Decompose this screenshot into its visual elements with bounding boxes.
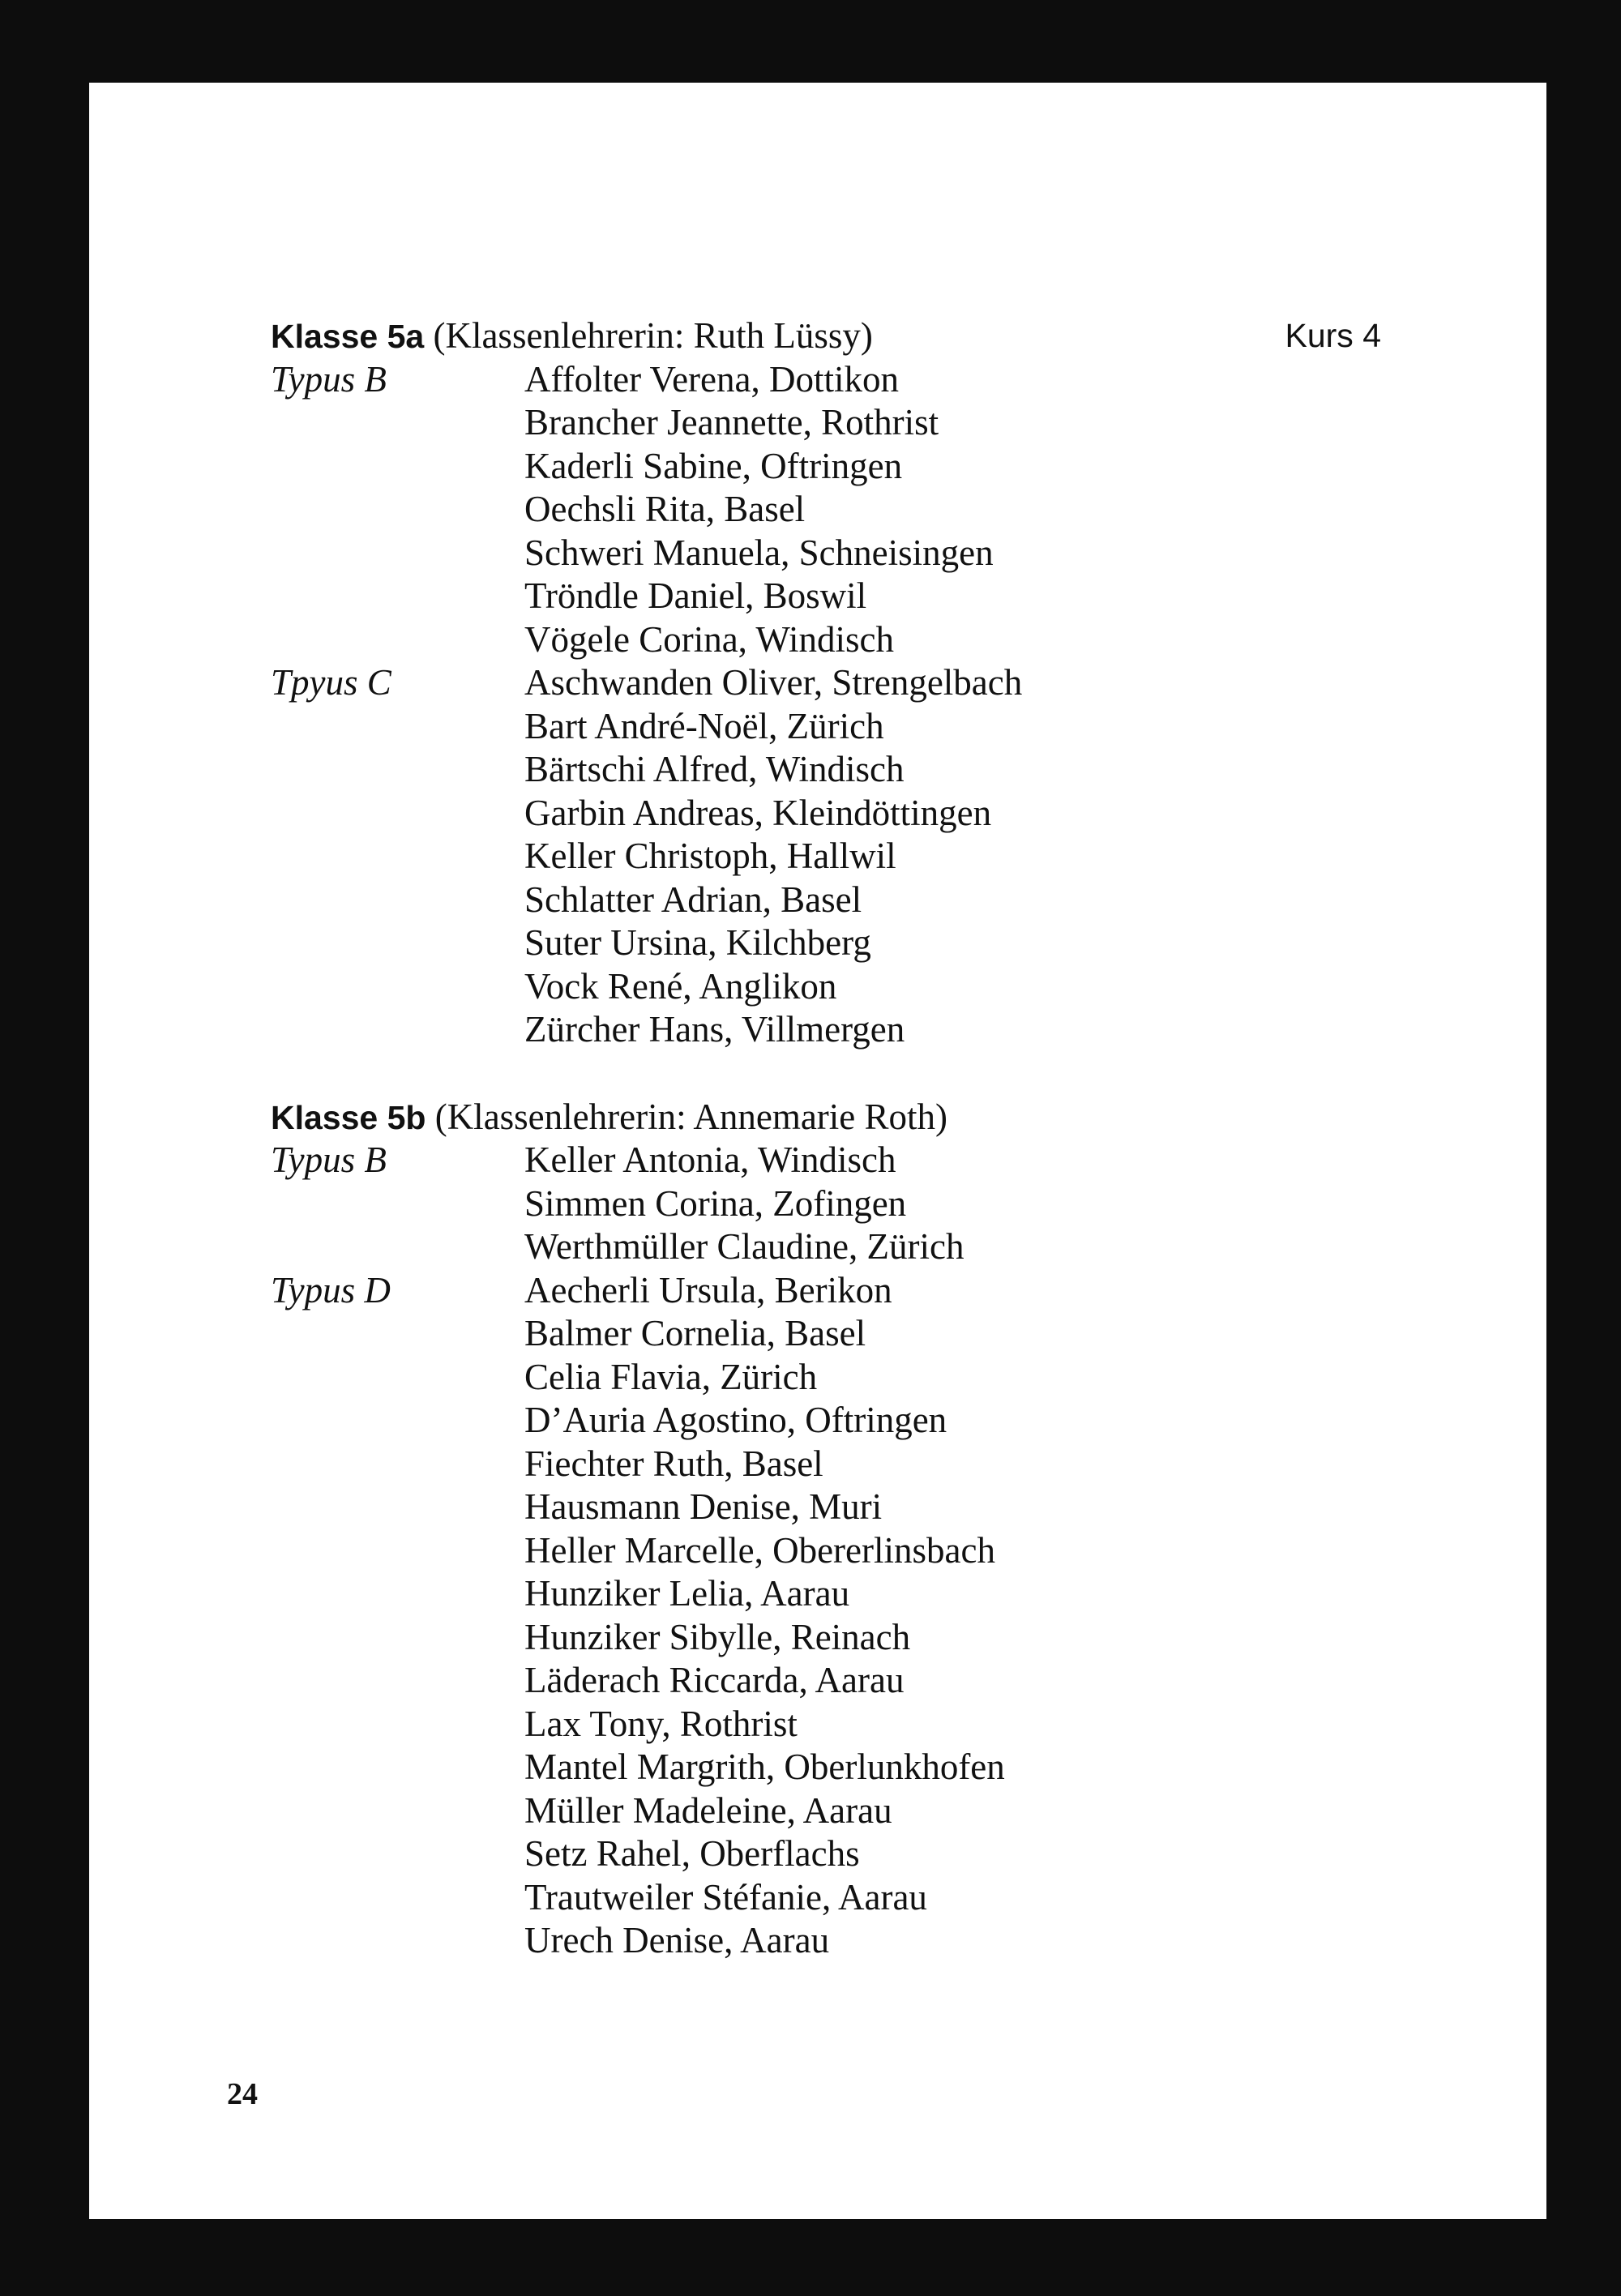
student-entry: Hunziker Lelia, Aarau <box>524 1573 850 1614</box>
group-label-spacer <box>271 1876 524 1920</box>
group-label-spacer <box>271 1832 524 1876</box>
group-label-spacer <box>271 1746 524 1789</box>
student-entry: Fiechter Ruth, Basel <box>524 1443 823 1484</box>
student-entry: Vock René, Anglikon <box>524 965 837 1007</box>
student-entry: D’Auria Agostino, Oftringen <box>524 1400 947 1440</box>
student-entry: Hausmann Denise, Muri <box>524 1486 883 1527</box>
student-entry: Aecherli Ursula, Berikon <box>524 1269 892 1310</box>
student-entry: Simmen Corina, Zofingen <box>524 1182 907 1224</box>
student-row <box>271 618 1486 662</box>
student-row <box>271 1789 1486 1833</box>
group-label: Typus D <box>271 1269 391 1310</box>
student-row <box>271 921 1486 965</box>
student-row <box>271 965 1486 1009</box>
group-label-spacer <box>271 921 524 965</box>
student-entry: Bart André-Noël, Zürich <box>524 705 884 746</box>
student-entry: Hunziker Sibylle, Reinach <box>524 1616 911 1657</box>
student-entry: Affolter Verena, Dottikon <box>524 358 899 400</box>
student-row <box>271 1703 1486 1747</box>
group-label-spacer <box>271 1399 524 1443</box>
page-number: 24 <box>227 2077 258 2111</box>
student-entry: Werthmüller Claudine, Zürich <box>524 1226 964 1267</box>
group-label-spacer <box>271 879 524 922</box>
group-label-spacer <box>271 792 524 836</box>
student-row <box>271 488 1486 532</box>
class-lists <box>271 314 1486 2007</box>
student-row <box>271 1486 1486 1529</box>
student-entry: Vögele Corina, Windisch <box>524 618 895 660</box>
student-row <box>271 835 1486 879</box>
group-label-spacer <box>271 618 524 662</box>
student-entry: Balmer Cornelia, Basel <box>524 1313 866 1353</box>
student-entry: Zürcher Hans, Villmergen <box>524 1009 905 1050</box>
student-entry: Suter Ursina, Kilchberg <box>524 922 871 963</box>
student-entry: Tröndle Daniel, Boswil <box>524 575 867 616</box>
student-entry: Schlatter Adrian, Basel <box>524 879 862 920</box>
student-entry: Mantel Margrith, Oberlunkhofen <box>524 1747 1005 1787</box>
student-entry: Kaderli Sabine, Oftringen <box>524 445 903 486</box>
student-entry: Oechsli Rita, Basel <box>524 489 806 529</box>
group-label-spacer <box>271 1703 524 1747</box>
student-row <box>271 532 1486 575</box>
group-label-spacer <box>271 835 524 879</box>
group-label-spacer <box>271 1356 524 1400</box>
group-label-spacer <box>271 1443 524 1486</box>
student-row <box>271 705 1486 749</box>
student-row <box>271 1443 1486 1486</box>
student-row <box>271 879 1486 922</box>
student-row <box>271 1399 1486 1443</box>
student-entry: Trautweiler Stéfanie, Aarau <box>524 1876 927 1918</box>
student-entry: Garbin Andreas, Kleindöttingen <box>524 792 992 833</box>
student-entry: Aschwanden Oliver, Strengelbach <box>524 662 1023 703</box>
group-label: Tpyus C <box>271 662 391 703</box>
student-row <box>271 1529 1486 1573</box>
student-row <box>271 1572 1486 1616</box>
student-row <box>271 661 1486 705</box>
student-row <box>271 1616 1486 1660</box>
group-label-spacer <box>271 532 524 575</box>
group-label-spacer <box>271 1529 524 1573</box>
student-row <box>271 358 1486 402</box>
group-label: Typus B <box>271 1139 387 1180</box>
group-label-spacer <box>271 965 524 1009</box>
student-entry: Läderach Riccarda, Aarau <box>524 1660 905 1700</box>
student-row <box>271 1832 1486 1876</box>
group-label-spacer <box>271 575 524 618</box>
student-entry: Keller Antonia, Windisch <box>524 1139 896 1180</box>
student-row <box>271 445 1486 489</box>
student-row <box>271 748 1486 792</box>
group-label-spacer <box>271 1486 524 1529</box>
group-label-spacer <box>271 1225 524 1269</box>
student-entry: Setz Rahel, Oberflachs <box>524 1833 860 1874</box>
group-label-spacer <box>271 1008 524 1052</box>
group-label-spacer <box>271 1919 524 1963</box>
group-label-spacer <box>271 1572 524 1616</box>
class-teacher: (Klassenlehrerin: Annemarie Roth) <box>434 1096 948 1137</box>
student-entry: Schweri Manuela, Schneisingen <box>524 532 994 573</box>
class-heading <box>271 1096 1486 1139</box>
student-row <box>271 1139 1486 1182</box>
class-teacher: (Klassenlehrerin: Ruth Lüssy) <box>433 315 873 356</box>
group-label-spacer <box>271 705 524 749</box>
student-entry: Lax Tony, Rothrist <box>524 1703 798 1744</box>
student-row <box>271 1225 1486 1269</box>
student-row <box>271 1746 1486 1789</box>
class-heading <box>271 314 1486 358</box>
group-label-spacer <box>271 445 524 489</box>
group-label-spacer <box>271 1659 524 1703</box>
student-row <box>271 1008 1486 1052</box>
class-name: Klasse 5b <box>271 1098 426 1136</box>
student-entry: Heller Marcelle, Obererlinsbach <box>524 1529 995 1571</box>
student-row <box>271 792 1486 836</box>
student-row <box>271 1356 1486 1400</box>
class-name: Klasse 5a <box>271 318 425 355</box>
group-label-spacer <box>271 1312 524 1356</box>
class-section <box>271 1096 1486 1963</box>
student-row <box>271 1919 1486 1963</box>
student-row <box>271 1269 1486 1313</box>
student-row <box>271 1876 1486 1920</box>
group-label-spacer <box>271 488 524 532</box>
course-label: Kurs 4 <box>1285 317 1381 354</box>
student-entry: Brancher Jeannette, Rothrist <box>524 402 939 443</box>
group-label-spacer <box>271 1182 524 1226</box>
student-row <box>271 1312 1486 1356</box>
document-page <box>89 83 1546 2219</box>
student-entry: Urech Denise, Aarau <box>524 1920 830 1960</box>
student-entry: Celia Flavia, Zürich <box>524 1356 818 1397</box>
group-label: Typus B <box>271 358 387 400</box>
student-row <box>271 1659 1486 1703</box>
group-label-spacer <box>271 1616 524 1660</box>
student-row <box>271 575 1486 618</box>
class-section <box>271 314 1486 1052</box>
student-row <box>271 401 1486 445</box>
student-entry: Müller Madeleine, Aarau <box>524 1789 892 1831</box>
student-entry: Bärtschi Alfred, Windisch <box>524 749 905 789</box>
group-label-spacer <box>271 748 524 792</box>
student-row <box>271 1182 1486 1226</box>
group-label-spacer <box>271 401 524 445</box>
student-entry: Keller Christoph, Hallwil <box>524 836 896 876</box>
group-label-spacer <box>271 1789 524 1833</box>
